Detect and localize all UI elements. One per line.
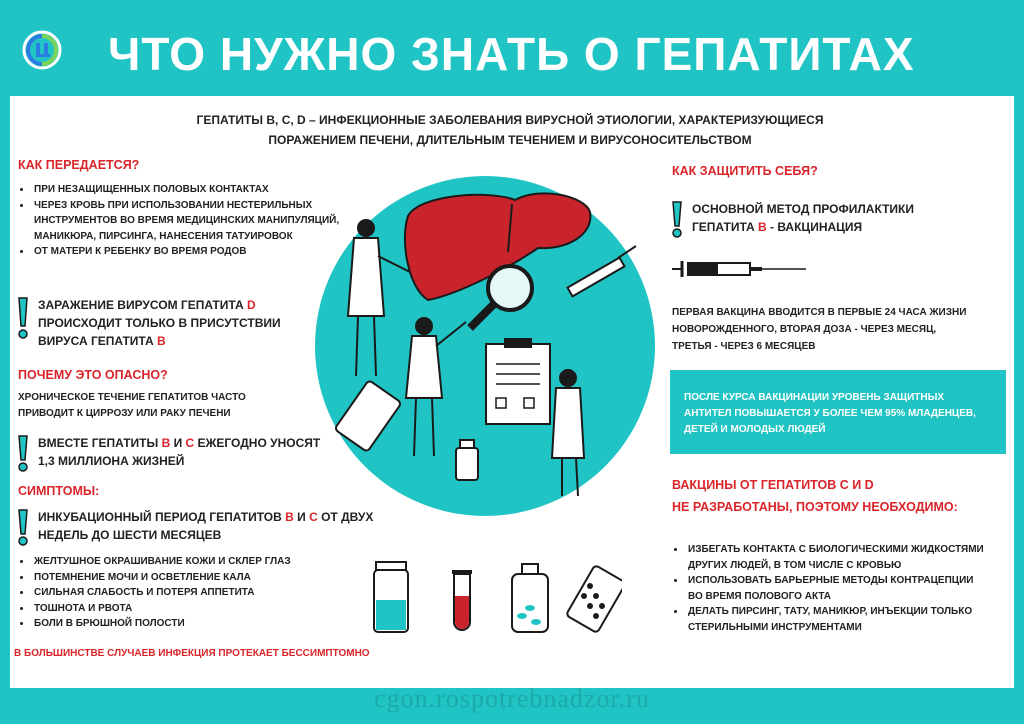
logo-icon xyxy=(22,30,62,70)
header xyxy=(0,0,1024,96)
list-item: • ПРИ НЕЗАЩИЩЕННЫХ ПОЛОВЫХ КОНТАКТАХ xyxy=(32,182,342,198)
vaccine-schedule: ПЕРВАЯ ВАКЦИНА ВВОДИТСЯ В ПЕРВЫЕ 24 ЧАСА ЖИЗНИ НОВОРОЖДЕННОГО, ВТОРАЯ ДОЗА - ЧЕРЕЗ МЕСЯЦ, ТРЕТЬЯ - ЧЕРЕЗ 6 МЕСЯЦЕВ xyxy=(672,307,967,352)
exclamation-icon xyxy=(670,200,684,240)
prevention-list xyxy=(670,542,986,635)
box-line: ДЕТЕЙ И МОЛОДЫХ ЛЮДЕЙ xyxy=(684,424,826,435)
intro-text xyxy=(160,110,860,150)
list-item: • БОЛИ В БРЮШНОЙ ПОЛОСТИ xyxy=(32,616,352,632)
intro-line: ПОРАЖЕНИЕМ ПЕЧЕНИ, ДЛИТЕЛЬНЫМ ТЕЧЕНИЕМ И ВИРУСОНОСИТЕЛЬСТВОМ xyxy=(268,133,752,147)
danger-heading: ПОЧЕМУ ЭТО ОПАСНО? xyxy=(18,368,168,382)
warning-text: ИНКУБАЦИОННЫЙ ПЕРИОД ГЕПАТИТОВ В И С ОТ ДВУХ НЕДЕЛЬ ДО ШЕСТИ МЕСЯЦЕВ xyxy=(38,510,374,542)
antibody-info-box xyxy=(670,370,1006,454)
pill-blister-icon xyxy=(566,565,622,633)
list-item: • ИЗБЕГАТЬ КОНТАКТА С БИОЛОГИЧЕСКИМИ ЖИДКОСТЯМИ ДРУГИХ ЛЮДЕЙ, В ТОМ ЧИСЛЕ С КРОВЬЮ xyxy=(686,542,986,573)
protect-heading: КАК ЗАЩИТИТЬ СЕБЯ? xyxy=(672,164,818,178)
list-item: • ПОТЕМНЕНИЕ МОЧИ И ОСВЕТЛЕНИЕ КАЛА xyxy=(32,570,352,586)
transmission-heading: КАК ПЕРЕДАЕТСЯ? xyxy=(18,158,140,172)
list-item: • ОТ МАТЕРИ К РЕБЕНКУ ВО ВРЕМЯ РОДОВ xyxy=(32,244,342,260)
exclamation-icon xyxy=(16,296,30,342)
hepatitis-illustration xyxy=(300,176,670,516)
list-item: • ЧЕРЕЗ КРОВЬ ПРИ ИСПОЛЬЗОВАНИИ НЕСТЕРИЛЬНЫХ ИНСТРУМЕНТОВ ВО ВРЕМЯ МЕДИЦИНСКИХ МАНИПУЛЯЦИЙ, МАНИКЮРА, ПИРСИНГА, НАНЕСЕНИЯ ТАТУИРОВОК xyxy=(32,198,342,245)
warning-hepatitis-d xyxy=(16,296,281,350)
exclamation-icon xyxy=(16,508,30,548)
box-line: АНТИТЕЛ ПОВЫШАЕТСЯ У БОЛЕЕ ЧЕМ 95% МЛАДЕНЦЕВ, xyxy=(684,408,976,419)
watermark: cgon.rospotrebnadzor.ru xyxy=(374,684,650,713)
syringe-icon xyxy=(670,256,810,282)
medicine-items xyxy=(372,556,622,642)
warning-text: ВМЕСТЕ ГЕПАТИТЫ В И С ЕЖЕГОДНО УНОСЯТ 1,3 МИЛЛИОНА ЖИЗНЕЙ xyxy=(38,436,321,468)
vaccines-cd-subheading: НЕ РАЗРАБОТАНЫ, ПОЭТОМУ НЕОБХОДИМО: xyxy=(672,500,958,514)
symptoms-heading: СИМПТОМЫ: xyxy=(18,484,100,498)
exclamation-icon xyxy=(16,434,30,474)
bottle-icon xyxy=(456,440,478,480)
test-tube-icon xyxy=(452,570,472,630)
intro-line: ГЕПАТИТЫ В, С, D – ИНФЕКЦИОННЫЕ ЗАБОЛЕВАНИЯ ВИРУСНОЙ ЭТИОЛОГИИ, ХАРАКТЕРИЗУЮЩИЕСЯ xyxy=(196,113,824,127)
transmission-list xyxy=(16,182,342,260)
list-item: • ДЕЛАТЬ ПИРСИНГ, ТАТУ, МАНИКЮР, ИНЪЕКЦИИ ТОЛЬКО СТЕРИЛЬНЫМИ ИНСТРУМЕНТАМИ xyxy=(686,604,986,635)
warning-deaths xyxy=(16,434,320,474)
clipboard-icon xyxy=(486,338,550,424)
jar-icon xyxy=(374,562,408,632)
box-line: ПОСЛЕ КУРСА ВАКЦИНАЦИИ УРОВЕНЬ ЗАЩИТНЫХ xyxy=(684,392,945,403)
list-item: • ТОШНОТА И РВОТА xyxy=(32,601,352,617)
symptoms-list xyxy=(16,554,352,632)
vaccines-cd-heading: ВАКЦИНЫ ОТ ГЕПАТИТОВ С И D xyxy=(672,478,874,492)
asymptomatic-note: В БОЛЬШИНСТВЕ СЛУЧАЕВ ИНФЕКЦИЯ ПРОТЕКАЕТ БЕССИМПТОМНО xyxy=(14,648,370,659)
page-title: ЧТО НУЖНО ЗНАТЬ О ГЕПАТИТАХ xyxy=(108,28,915,80)
list-item: • СИЛЬНАЯ СЛАБОСТЬ И ПОТЕРЯ АППЕТИТА xyxy=(32,585,352,601)
danger-text: ХРОНИЧЕСКОЕ ТЕЧЕНИЕ ГЕПАТИТОВ ЧАСТО ПРИВОДИТ К ЦИРРОЗУ ИЛИ РАКУ ПЕЧЕНИ xyxy=(18,392,246,419)
warning-text: ОСНОВНОЙ МЕТОД ПРОФИЛАКТИКИ ГЕПАТИТА В - ВАКЦИНАЦИЯ xyxy=(692,202,914,234)
list-item: • ЖЕЛТУШНОЕ ОКРАШИВАНИЕ КОЖИ И СКЛЕР ГЛАЗ xyxy=(32,554,352,570)
warning-text: ЗАРАЖЕНИЕ ВИРУСОМ ГЕПАТИТА D ПРОИСХОДИТ ТОЛЬКО В ПРИСУТСТВИИ ВИРУСА ГЕПАТИТА В xyxy=(38,298,281,348)
warning-vaccination xyxy=(670,200,914,240)
pill-bottle-icon xyxy=(512,564,548,632)
list-item: • ИСПОЛЬЗОВАТЬ БАРЬЕРНЫЕ МЕТОДЫ КОНТРАЦЕПЦИИ ВО ВРЕМЯ ПОЛОВОГО АКТА xyxy=(686,573,986,604)
